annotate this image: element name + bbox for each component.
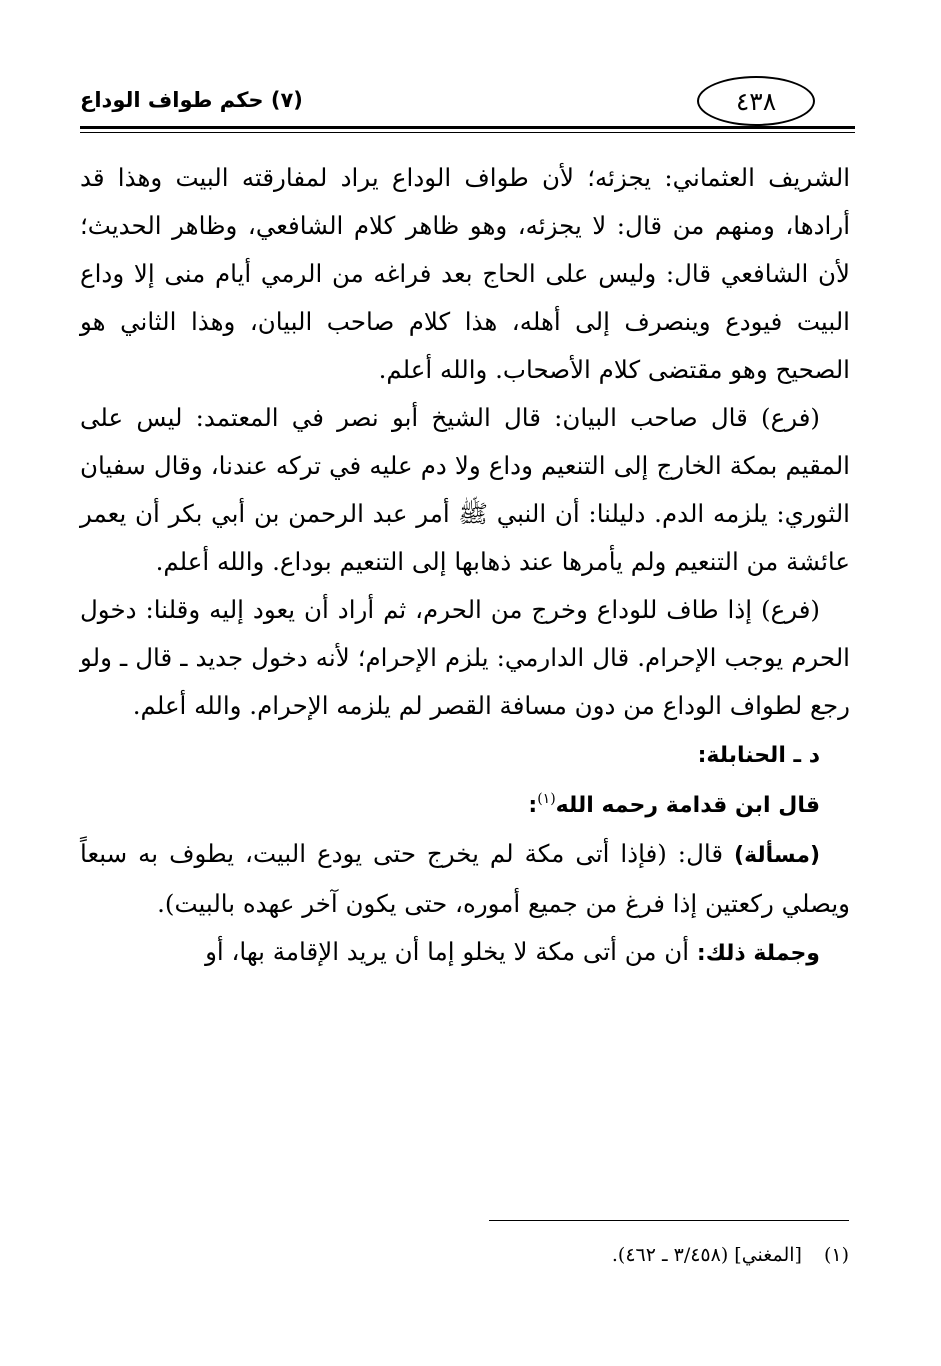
running-title: (٧) حكم طواف الوداع — [80, 88, 303, 112]
page-header — [80, 74, 855, 154]
quote-heading-text: قال ابن قدامة رحمه الله — [555, 793, 820, 818]
paragraph-1: الشريف العثماني: يجزئه؛ لأن طواف الوداع يراد لمفارقته البيت وهذا قد أرادها، ومنهم من قال: لا يجزئه، وهو ظاهر كلام الشافعي، وظاهر الحديث؛ لأن الشافعي قال: وليس على الحاج بعد فراغه من الرمي أيام منى إلا وداع البيت فيودع وينصرف إلى أهله، هذا كلام صاحب البيان، وهذا الثاني هو الصحيح وهو مقتضى كلام الأصحاب. والله أعلم. — [80, 163, 850, 384]
masala-label: (مسألة) — [734, 843, 820, 868]
paragraph-2: (فرع) قال صاحب البيان: قال الشيخ أبو نصر في المعتمد: ليس على المقيم بمكة الخارج إلى التنعيم وداع ولا دم عليه في تركه عندنا، وقال سفيان الثوري: يلزمه الدم. دليلنا: أن النبي ﷺ أمر عبد الرحمن بن أبي بكر أن يعمر عائشة من التنعيم ولم يأمرها عند ذهابها إلى التنعيم بوداع. والله أعلم. — [80, 403, 850, 576]
section-heading — [80, 730, 850, 780]
footnote-ref[interactable]: (١) — [537, 790, 556, 807]
footnote — [612, 1244, 849, 1266]
header-rule-thin — [80, 132, 855, 133]
summary-label: وجملة ذلك: — [696, 941, 820, 966]
paragraph-4 — [80, 830, 850, 928]
footnote-number: (١) — [823, 1244, 849, 1266]
footnote-separator — [489, 1220, 849, 1221]
paragraph-3: (فرع) إذا طاف للوداع وخرج من الحرم، ثم أراد أن يعود إليه وقلنا: دخول الحرم يوجب الإحرام. قال الدارمي: يلزم الإحرام؛ لأنه دخول جديد ـ قال ـ ولو رجع لطواف الوداع من دون مسافة القصر لم يلزمه الإحرام. والله أعلم. — [80, 595, 850, 720]
main-text — [80, 154, 850, 978]
footnote-text: [المغني] (٣/٤٥٨ ـ ٤٦٢). — [611, 1244, 802, 1266]
header-rule-thick — [80, 126, 855, 129]
paragraph-5 — [80, 928, 850, 978]
page-number: ٤٣٨ — [697, 76, 815, 126]
section-heading-text: د ـ الحنابلة: — [697, 743, 820, 768]
paragraph-5-text: أن من أتى مكة لا يخلو إما أن يريد الإقامة بها، أو — [205, 937, 697, 966]
paragraph-4-text: قال: (فإذا أتى مكة لم يخرج حتى يودع البيت، يطوف به سبعاً ويصلي ركعتين إذا فرغ من جميع أموره، حتى يكون آخر عهده بالبيت). — [80, 839, 850, 918]
quote-heading-colon: : — [528, 793, 538, 818]
quote-heading — [80, 780, 850, 830]
